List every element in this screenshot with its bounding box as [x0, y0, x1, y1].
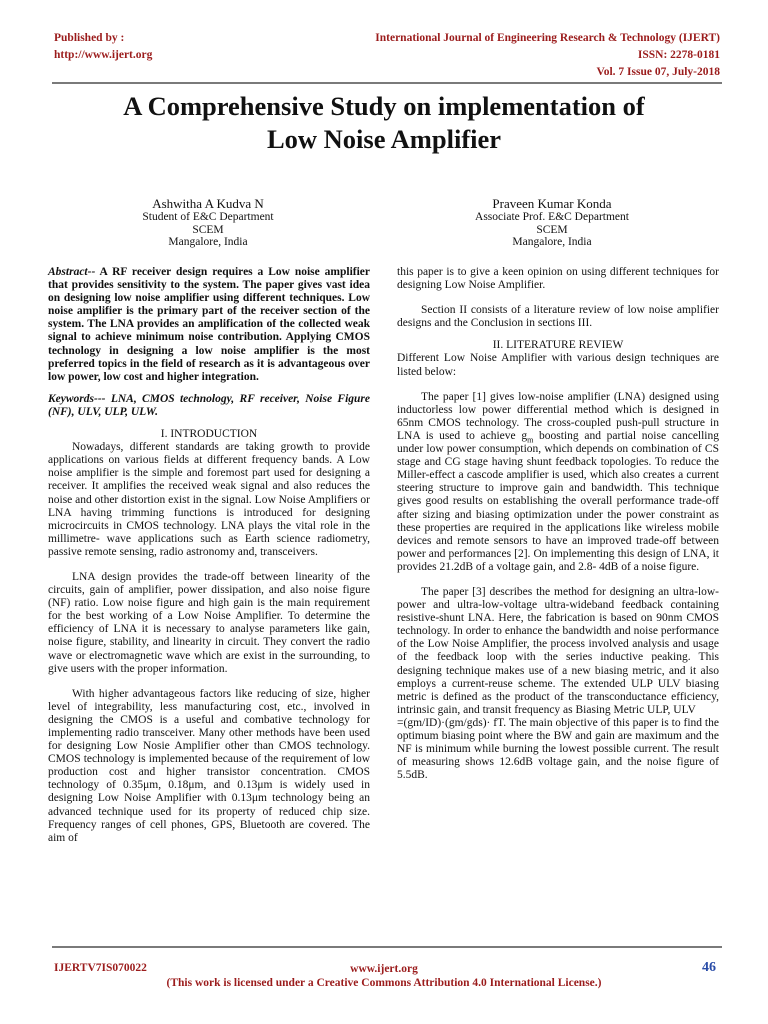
keywords-text: LNA, CMOS technology, RF receiver, Noise Figure (NF), ULV, ULP, ULW.	[48, 392, 370, 418]
footer-divider	[52, 946, 722, 948]
page-number: 46	[702, 960, 716, 975]
intro-continued: this paper is to give a keen opinion on using different techniques for designing Low Noise Amplifier.	[397, 266, 719, 292]
author-2	[422, 196, 682, 249]
volume-issue: Vol. 7 Issue 07, July-2018	[596, 66, 720, 78]
lit-review-p2-part-b: The main objective of this paper is to find the optimum biasing point where the BW and gain are maximum and the NF is minimum while burning the lowest possible current. The result of measuring shows 12.6dB voltage gain, and the noise figure of 5.5dB.	[397, 716, 719, 782]
lit-review-paragraph-1	[397, 391, 719, 574]
abstract-label: Abstract--	[48, 266, 96, 278]
author-place: Mangalore, India	[512, 236, 592, 248]
left-column	[48, 266, 370, 845]
author-1	[78, 196, 338, 249]
keywords-label: Keywords---	[48, 392, 106, 405]
title-line-1: A Comprehensive Study on implementation of	[123, 91, 645, 121]
license-note: (This work is licensed under a Creative Commons Attribution 4.0 International License.)	[166, 977, 602, 989]
section-heading-introduction: I. INTRODUCTION	[160, 428, 258, 441]
biasing-metric-formula: =(gm/ID)·(gm/gds)· fT.	[397, 716, 507, 729]
lit-review-p2-part-a: The paper [3] describes the method for designing an ultra-low-power and ultra-low-voltage ultra-wideband feedback containing resistive-shunt LNA. Here, the fabrication is based on 90nm CMOS technology. In order to enhance the bandwidth and noise performance of the Low Noise Amplifier, the process involved analysis and usage of the feedback loop with the series inductive peaking. This designing technique makes use of a new biasing metric, and it also employs a current-reuse scheme. The extended ULP ULV biasing metric is defined as the product of the transconductance efficiency, intrinsic gain, and transit frequency as Biasing Metric ULP, ULV	[397, 585, 719, 716]
publisher-block	[54, 30, 152, 64]
intro-paragraph-1: Nowadays, different standards are taking growth to provide applications on various fields at different frequency bands. A Low noise amplifier is the simple and foremost part used for designing a receiver. It amplifies the received weak signal and also reduces the noise and other distortion exist in the signal. Low Noise Amplifiers or LNA having trimming functions is introduced for designing microcircuits in CMOS technology. LNA plays the vital role in the millimetre- wave applications such as Earth science radiometry, passive remote sensing, radio astronomy and, transceivers.	[48, 441, 370, 558]
author-name: Praveen Kumar Konda	[492, 196, 612, 211]
journal-block	[375, 30, 720, 81]
footer-url[interactable]: www.ijert.org	[350, 963, 418, 975]
section-heading-literature-review: II. LITERATURE REVIEW	[492, 339, 624, 352]
lit-review-p1-part-b: boosting and partial noise cancelling under low power consumption, which depends on combination of CS stage and CG stage having shunt feedback topologies. To reduce the Miller-effect a cascode amplifier is used, which also creates a current steering structure to improve gain and bandwidth. This technique gives good results on establishing the overall performance trade-off after sizing and biasing optimization under the power constraint as these properties are required in the applications like wireless mobile devices and remote sensors to have an improved trade-off between power and performances [2]. On implementing this design of LNA, it provides 21.2dB of a voltage gain, and 2.8- 4dB of a noise figure.	[397, 429, 720, 573]
author-org: SCEM	[536, 223, 568, 236]
footer-center	[0, 962, 768, 990]
published-by-label: Published by :	[54, 32, 125, 44]
author-role: Associate Prof. E&C Department	[475, 211, 629, 223]
lit-review-intro: Different Low Noise Amplifier with various design techniques are listed below:	[397, 352, 719, 378]
section-overview: Section II consists of a literature review of low noise amplifier designs and the Conclusion in sections III.	[397, 304, 719, 330]
abstract	[48, 266, 370, 384]
author-name: Ashwitha A Kudva N	[152, 196, 264, 211]
abstract-text: A RF receiver design requires a Low noise amplifier that provides sensitivity to the system. The paper gives vast idea on designing low noise amplifier using different techniques. Low noise amplifier is the primary part of the receiver section of the system. The LNA provides an amplification of the collected weak signal to achieve minimum noise contribution. Applying CMOS technology in designing a low noise amplifier is the most preferred topics in the field of research as it is advantageous over low power, low cost and higher integration.	[48, 266, 370, 383]
lit-review-p1-part-a: The paper [1] gives low-noise amplifier (LNA) designed using inductorless low power differential method which is designed in 65nm CMOS technology. The cross-coupled push-pull structure in LNA is used to achieve g	[397, 390, 719, 442]
right-column	[397, 266, 719, 782]
journal-name: International Journal of Engineering Research & Technology (IJERT)	[375, 32, 720, 44]
gm-subscript: m	[527, 435, 534, 445]
paper-title	[30, 90, 738, 156]
intro-paragraph-3: With higher advantageous factors like reducing of size, higher level of integrability, less manufacturing cost, etc., involved in designing the CMOS is a useful and combative technology for implementing radio transceiver. Many other methods have been used for designing Low Nosie Amplifier other than CMOS technology. CMOS technology is implemented because of the requirement of low production cost and higher transistor concentration. CMOS technology of 0.35μm, 0.18μm, and 0.13μm is widely used in designing Low Noise Amplifier with 0.13μm technology being an advanced technique used for its property of reduced chip size. Frequency ranges of cell phones, GPS, Bluetooth are covered. The aim of	[48, 687, 370, 844]
lit-review-paragraph-2	[397, 586, 719, 782]
author-role: Student of E&C Department	[142, 211, 274, 223]
author-place: Mangalore, India	[168, 236, 248, 248]
intro-paragraph-2: LNA design provides the trade-off between linearity of the circuits, gain of amplifier, power dissipation, and also noise figure (NF) ratio. Low noise figure and high gain is the main requirement for the best working of a Low Noise Amplifier. To determine the efficiency of LNA it is necessary to analyse parameters like gain, noise figure, stability, and linearity in circuit. They convert the radio wave or electromagnetic wave which are exist in the surrounding, to give users with the proper information.	[48, 570, 370, 675]
title-line-2: Low Noise Amplifier	[266, 124, 502, 154]
keywords	[48, 393, 370, 419]
author-org: SCEM	[192, 223, 224, 236]
publisher-url[interactable]: http://www.ijert.org	[54, 49, 153, 61]
header-divider	[52, 82, 722, 84]
paper-id: IJERTV7IS070022	[54, 962, 147, 974]
issn: ISSN: 2278-0181	[637, 49, 720, 61]
